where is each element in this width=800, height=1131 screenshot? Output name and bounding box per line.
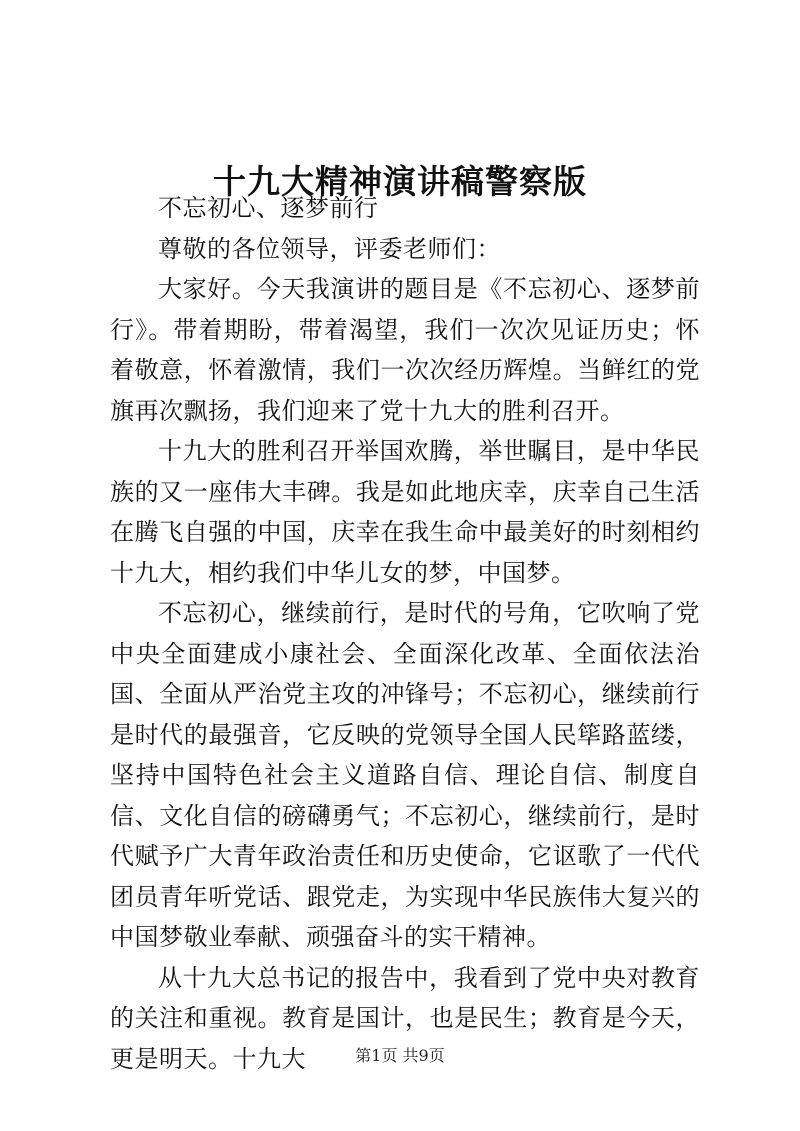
paragraph-subtitle: 不忘初心、逐梦前行 — [158, 194, 379, 222]
paragraph-text: 从十九大总书记的报告中，我看到了党中央对教育的关注和重视。教育是国计，也是民生；教育是今天，更是明天。十九大 — [110, 963, 700, 1073]
document-title: 十九大精神演讲稿警察版 — [213, 162, 587, 202]
paragraph-text: 不忘初心，继续前行，是时代的号角，它吹响了党中央全面建成小康社会、全面深化改革、全面依法治国、全面从严治党主攻的冲锋号；不忘初心，继续前行是时代的最强音，它反映的党领导全国人民筚路蓝缕，坚持中国特色社会主义道路自信、理论自信、制度自信、文化自信的磅礴勇气；不忘初心，继续前行，是时代赋予广大青年政治责任和历史使命，它讴歌了一代代团员青年听党话、跟党走，为实现中华民族伟大复兴的中国梦敬业奉献、顽强奋斗的实干精神。 — [110, 599, 700, 951]
document-body — [110, 188, 700, 1079]
paragraph-salutation: 尊敬的各位领导，评委老师们： — [158, 234, 501, 263]
paragraph-text: 十九大的胜利召开举国欢腾，举世瞩目，是中华民族的又一座伟大丰碑。我是如此地庆幸，庆幸自己生活在腾飞自强的中国，庆幸在我生命中最美好的时刻相约十九大，相约我们中华儿女的梦，中国梦。 — [110, 437, 700, 587]
paragraph-text: 大家好。今天我演讲的题目是《不忘初心、逐梦前行》。带着期盼，带着渴望，我们一次次见证历史；怀着敬意，怀着激情，我们一次次经历辉煌。当鲜红的党旗再次飘扬，我们迎来了党十九大的胜利召开。 — [110, 275, 700, 425]
page-footer: 第1页 共9页 — [355, 1046, 445, 1065]
